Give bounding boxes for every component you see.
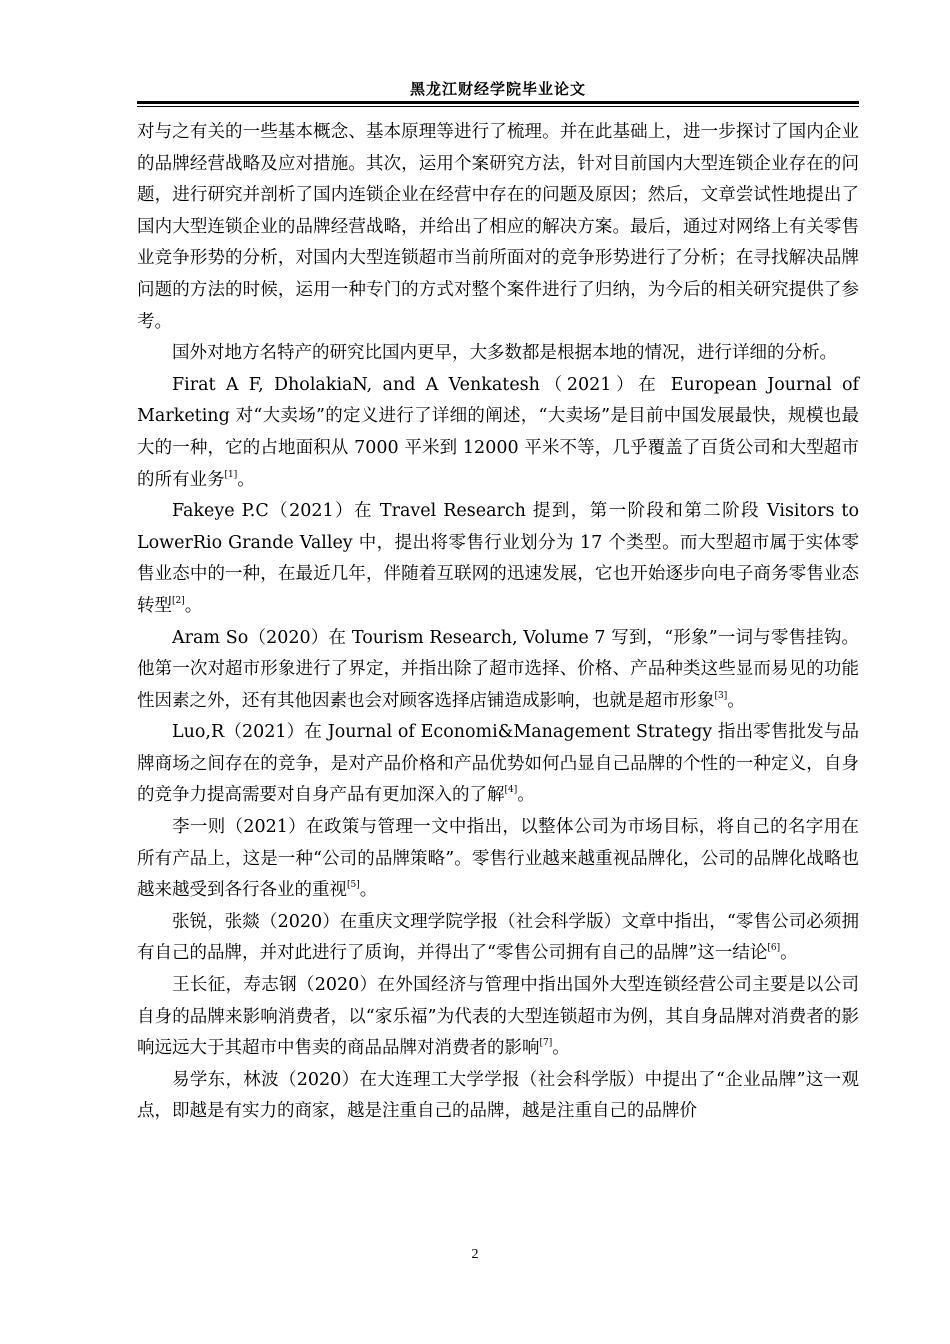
citation-marker: [5]	[347, 880, 360, 891]
citation-marker: [1]	[224, 469, 238, 480]
paragraph: 国外对地方名特产的研究比国内更早，大多数都是根据本地的情况，进行详细的分析。	[172, 343, 837, 364]
paragraph: Fakeye P.C（2021）在 Travel Research 提到，第一阶段和第二阶段 Visitors to LowerRio Grande Valley 中，提出将零售行业划分为 17 个类型。而大型超市属于实体零售业态中的一种，在最近几年，伴随着互联网的迅速发展，它也开始逐步向电子商务零售业态转型[2]。	[137, 501, 859, 616]
paragraph-continued: 对与之有关的一些基本概念、基本原理等进行了梳理。并在此基础上，进一步探讨了国内企业的品牌经营战略及应对措施。其次，运用个案研究方法，针对目前国内大型连锁企业存在的问题，进行研究并剖析了国内连锁企业在经营中存在的问题及原因；然后，文章尝试性地提出了国内大型连锁企业的品牌经营战略，并给出了相应的解决方案。最后，通过对网络上有关零售业竞争形势的分析，对国内大型连锁超市当前所面对的竞争形势进行了分析；在寻找解决品牌问题的方法的时候，运用一种专门的方式对整个案件进行了归纳，为今后的相关研究提供了参考。	[137, 122, 859, 332]
paragraph: Aram So（2020）在 Tourism Research, Volume 7 写到，“形象”一词与零售挂钩。他第一次对超市形象进行了界定，并指出除了超市选择、价格、产品种类这些显而易见的功能性因素之外，还有其他因素也会对顾客选择店铺造成影响，也就是超市形象[3]。	[137, 627, 859, 711]
citation-marker: [3]	[714, 690, 728, 701]
paragraph: 易学东，林波（2020）在大连理工大学学报（社会科学版）中提出了“企业品牌”这一观点，即越是有实力的商家，越是注重自己的品牌，越是注重自己的品牌价	[137, 1069, 859, 1122]
paragraph: 李一则（2021）在政策与管理一文中指出，以整体公司为市场目标，将自己的名字用在所有产品上，这是一种“公司的品牌策略”。零售行业越来越重视品牌化，公司的品牌化战略也越来越受到各行各业的重视[5]。	[137, 817, 859, 901]
paragraph: Luo,R（2021）在 Journal of Economi&Management Strategy 指出零售批发与品牌商场之间存在的竞争，是对产品价格和产品优势如何凸显自己品牌的个性的一种定义，自身的竞争力提高需要对自身产品有更加深入的了解[4]。	[137, 722, 859, 806]
citation-marker: [7]	[539, 1038, 553, 1049]
paragraph: Firat A F, DholakiaN, and A Venkatesh（2021）在 European Journal of Marketing 对“大卖场”的定义进行了详细的阐述，“大卖场”是目前中国发展最快，规模也最大的一种，它的占地面积从 7000 平米到 12000 平米不等，几乎覆盖了百货公司和大型超市的所有业务[1]。	[137, 374, 859, 490]
body-text	[137, 117, 859, 1128]
header-rule-thin	[137, 106, 859, 107]
header-rule-thick	[137, 101, 859, 104]
page-number: 2	[471, 1247, 479, 1262]
paragraph: 张锐，张燚（2020）在重庆文理学院学报（社会科学版）文章中指出，“零售公司必须拥有自己的品牌，并对此进行了质询，并得出了“零售公司拥有自己的品牌”这一结论[6]。	[137, 911, 859, 964]
citation-marker: [6]	[767, 943, 781, 954]
paragraph: 王长征，寿志钢（2020）在外国经济与管理中指出国外大型连锁经营公司主要是以公司自身的品牌来影响消费者，以“家乐福”为代表的大型连锁超市为例，其自身品牌对消费者的影响远远大于其超市中售卖的商品品牌对消费者的影响[7]。	[137, 975, 859, 1059]
citation-marker: [4]	[504, 785, 518, 796]
running-header-title: 黑龙江财经学院毕业论文	[409, 80, 586, 98]
citation-marker: [2]	[172, 595, 185, 606]
